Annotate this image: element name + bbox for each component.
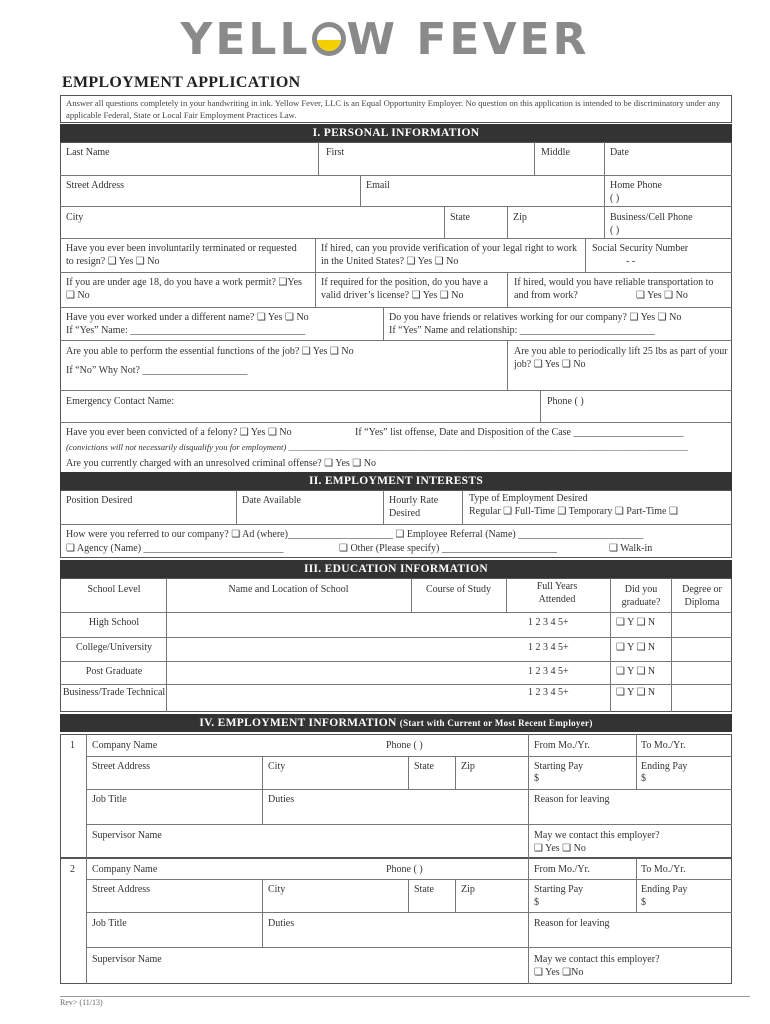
edu-graduate-2: ❑ Y ❑ N — [616, 642, 656, 653]
state-label: State — [450, 212, 470, 223]
edu-graduate-1: ❑ Y ❑ N — [616, 617, 656, 628]
different-name-question: Have you ever worked under a different name? ❑ Yes ❑ No — [66, 312, 309, 323]
email-label: Email — [366, 180, 390, 191]
walkin-option: ❑ Walk-in — [609, 543, 653, 554]
employer-1-supervisor-label: Supervisor Name — [92, 830, 162, 841]
employer-2-from-label: From Mo./Yr. — [534, 864, 590, 875]
section-employment-header — [60, 714, 732, 732]
edu-row-high-school: High School — [88, 617, 140, 628]
employer-2-job-title-label: Job Title — [92, 918, 127, 929]
felony-question: Have you ever been convicted of a felony? ❑ Yes ❑ No — [66, 427, 292, 438]
employment-header-sub: (Start with Current or Most Recent Employer) — [399, 718, 593, 728]
section-education-header: III. EDUCATION INFORMATION — [60, 560, 732, 578]
section-personal-header: I. PERSONAL INFORMATION — [60, 124, 732, 142]
position-desired-label: Position Desired — [66, 495, 133, 506]
employer-2-contact-yes-no: ❑ Yes ❑No — [534, 967, 584, 978]
employer-2-end-pay-label: Ending Pay — [641, 884, 688, 895]
street-address-label: Street Address — [66, 180, 125, 191]
edu-header-level: School Level — [87, 584, 141, 595]
employer-1-from-label: From Mo./Yr. — [534, 740, 590, 751]
different-name-if: If “Yes” Name: ___________________________________ — [66, 325, 306, 336]
cell-phone-label: Business/Cell Phone — [610, 212, 693, 223]
relatives-if: If “Yes” Name and relationship: ___________________________ — [389, 325, 655, 336]
employer-1-duties-label: Duties — [268, 794, 295, 805]
edu-header-years: Full Years Attended — [536, 581, 578, 605]
employer-2-duties-label: Duties — [268, 918, 295, 929]
date-label: Date — [610, 147, 629, 158]
employer-1-end-pay-dollar: $ — [641, 773, 646, 784]
ssn-label: Social Security Number — [592, 243, 689, 254]
section-interests-header: II. EMPLOYMENT INTERESTS — [60, 472, 732, 490]
transport-question: If hired, would you have reliable transportation to and from work? — [514, 277, 714, 301]
terminated-question: Have you ever been involuntarily terminated or requested to resign? ❑ Yes ❑ No — [66, 243, 297, 267]
edu-graduate-3: ❑ Y ❑ N — [616, 666, 656, 677]
edu-row-business-trade: Business/Trade Technical — [62, 687, 166, 698]
edu-years-3: 1 2 3 4 5+ — [528, 666, 569, 677]
employer-1-number: 1 — [70, 740, 75, 751]
footer-divider — [60, 996, 750, 997]
last-name-label: Last Name — [66, 147, 110, 158]
edu-years-2: 1 2 3 4 5+ — [528, 642, 569, 653]
employer-2-company-label: Company Name — [92, 864, 158, 875]
employer-2-to-label: To Mo./Yr. — [641, 864, 686, 875]
edu-header-graduate: Did you graduate? — [621, 584, 661, 608]
transport-yes-no: ❑ Yes ❑ No — [636, 290, 688, 301]
employer-2-state-label: State — [414, 884, 434, 895]
logo-text-2: W FEVER — [346, 14, 590, 65]
verification-question: If hired, can you provide verification of your legal right to work in the United States? ❑ Yes ❑ No — [321, 243, 578, 267]
employer-2-phone-label: Phone ( ) — [386, 864, 423, 875]
employer-2-start-pay-dollar: $ — [534, 897, 539, 908]
employer-1-contact-label: May we contact this employer? — [534, 830, 660, 841]
employment-type-label: Type of Employment Desired — [469, 493, 588, 504]
company-logo — [0, 14, 770, 65]
home-phone-label: Home Phone — [610, 180, 662, 191]
employer-1-job-title-label: Job Title — [92, 794, 127, 805]
employer-1-company-label: Company Name — [92, 740, 158, 751]
employer-2-city-label: City — [268, 884, 286, 895]
work-permit-question: If you are under age 18, do you have a work permit? ❑Yes ❑ No — [66, 277, 302, 301]
employer-1-start-pay-label: Starting Pay — [534, 761, 584, 772]
felony-if: If “Yes” list offense, Date and Disposition of the Case ______________________ — [355, 427, 684, 438]
essential-functions-if: If “No” Why Not? _____________________ — [66, 365, 248, 376]
employer-1-phone-label: Phone ( ) — [386, 740, 423, 751]
edu-years-1: 1 2 3 4 5+ — [528, 617, 569, 628]
city-label: City — [66, 212, 84, 223]
employer-2-number: 2 — [70, 864, 75, 875]
agency-option: ❑ Agency (Name) ____________________________ — [66, 543, 284, 554]
employer-1-state-label: State — [414, 761, 434, 772]
first-name-label: First — [326, 147, 345, 158]
convictions-note: (convictions will not necessarily disqualify you for employment) _____________________________________________________________________________________________ — [66, 442, 689, 452]
emergency-phone-label: Phone ( ) — [547, 396, 584, 407]
edu-graduate-4: ❑ Y ❑ N — [616, 687, 656, 698]
home-phone-paren: ( ) — [610, 193, 620, 204]
date-available-label: Date Available — [242, 495, 301, 506]
employer-1-city-label: City — [268, 761, 286, 772]
middle-name-label: Middle — [541, 147, 570, 158]
hourly-rate-label: Hourly Rate Desired — [389, 495, 439, 519]
employer-1-zip-label: Zip — [461, 761, 475, 772]
employer-2-supervisor-label: Supervisor Name — [92, 954, 162, 965]
charged-question: Are you currently charged with an unresolved criminal offense? ❑ Yes ❑ No — [66, 458, 376, 469]
employer-1-end-pay-label: Ending Pay — [641, 761, 688, 772]
zip-label: Zip — [513, 212, 527, 223]
edu-header-school: Name and Location of School — [228, 584, 349, 595]
edu-row-college: College/University — [75, 642, 153, 653]
employer-2-contact-label: May we contact this employer? — [534, 954, 660, 965]
employer-1-street-label: Street Address — [92, 761, 151, 772]
ssn-dashes: - - — [626, 256, 636, 267]
license-question: If required for the position, do you have a valid driver’s license? ❑ Yes ❑ No — [321, 277, 488, 301]
revision-footer: Rev> (11/13) — [60, 998, 103, 1007]
form-title: EMPLOYMENT APPLICATION — [62, 74, 301, 91]
employer-1-contact-yes-no: ❑ Yes ❑ No — [534, 843, 586, 854]
edu-header-course: Course of Study — [426, 584, 491, 595]
referral-question: How were you referred to our company? ❑ Ad (where)_____________________ ❑ Employee Referral (Name) _________________________ — [66, 529, 644, 540]
employer-2-zip-label: Zip — [461, 884, 475, 895]
logo-o-icon — [312, 22, 346, 56]
employer-2-reason-label: Reason for leaving — [534, 918, 610, 929]
employer-2-start-pay-label: Starting Pay — [534, 884, 584, 895]
other-option: ❑ Other (Please specify) _______________________ — [339, 543, 557, 554]
employer-1-reason-label: Reason for leaving — [534, 794, 610, 805]
edu-years-4: 1 2 3 4 5+ — [528, 687, 569, 698]
employer-2-end-pay-dollar: $ — [641, 897, 646, 908]
intro-text: Answer all questions completely in your handwriting in ink. Yellow Fever, LLC is an Equal Opportunity Employer. No question on this application is intended to be discriminatory under any applicable Federal, State or Local Fair Employment Practices Law. — [60, 95, 732, 123]
emergency-contact-label: Emergency Contact Name: — [66, 396, 175, 407]
employer-2-street-label: Street Address — [92, 884, 151, 895]
essential-functions-question: Are you able to perform the essential functions of the job? ❑ Yes ❑ No — [66, 346, 354, 357]
employment-header-title: IV. EMPLOYMENT INFORMATION — [199, 717, 397, 729]
edu-row-post-graduate: Post Graduate — [85, 666, 143, 677]
cell-phone-paren: ( ) — [610, 225, 620, 236]
employer-1-start-pay-dollar: $ — [534, 773, 539, 784]
employment-type-options: Regular ❑ Full-Time ❑ Temporary ❑ Part-Time ❑ — [469, 506, 678, 517]
employer-1-to-label: To Mo./Yr. — [641, 740, 686, 751]
edu-header-degree: Degree or Diploma — [682, 584, 722, 608]
logo-text-1: YELL — [180, 14, 311, 65]
lift-question: Are you able to periodically lift 25 lbs as part of your job? ❑ Yes ❑ No — [514, 346, 728, 370]
relatives-question: Do you have friends or relatives working for our company? ❑ Yes ❑ No — [389, 312, 682, 323]
